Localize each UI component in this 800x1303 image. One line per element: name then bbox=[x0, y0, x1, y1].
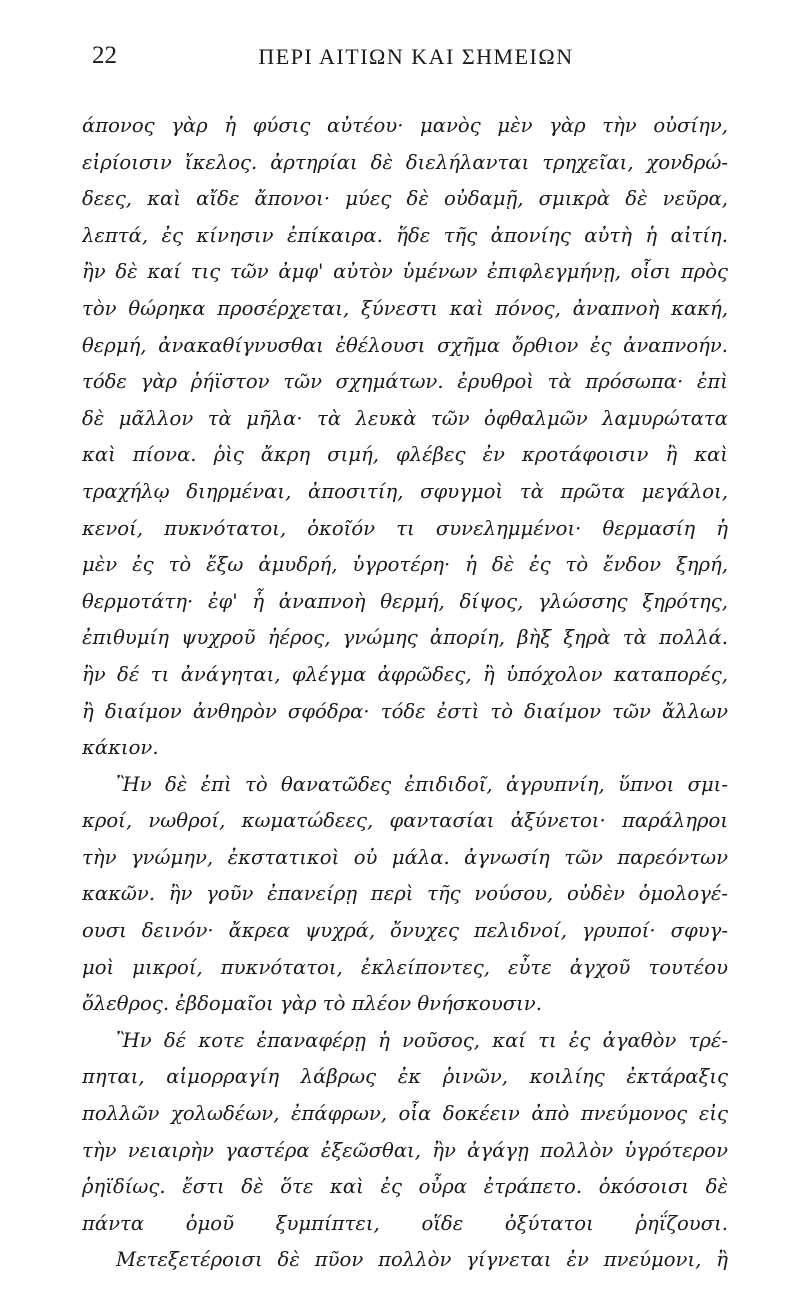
text-line: τόδε γὰρ ῥήϊστον τῶν σχημάτων. ἐρυθροὶ τὰ πρόσωπα· ἐπὶ bbox=[82, 370, 728, 394]
text-line: λεπτά, ἐς κίνησιν ἐπίκαιρα. ἥδε τῆς ἀπονίης αὐτὴ ἡ αἰτίη. bbox=[82, 223, 728, 247]
text-line: κάκιον. bbox=[82, 736, 159, 760]
text-line: Μετεξετέροισι δὲ πῦον πολλὸν γίγνεται ἐν πνεύμονι, ἢ bbox=[116, 1248, 728, 1272]
page-header bbox=[92, 20, 740, 80]
text-line: Ἢν δὲ ἐπὶ τὸ θανατῶδες ἐπιδιδοῖ, ἀγρυπνίη, ὕπνοι σμι- bbox=[116, 772, 728, 796]
text-line: κροί, νωθροί, κωματώδεες, φαντασίαι ἀξύνετοι· παράληροι bbox=[82, 809, 728, 833]
text-line: πηται, αἱμορραγίη λάβρως ἐκ ῥινῶν, κοιλίης ἐκτάραξις bbox=[82, 1065, 728, 1089]
text-line: μὲν ἐς τὸ ἔξω ἀμυδρή, ὑγροτέρη· ἡ δὲ ἐς τὸ ἔνδον ξηρή, bbox=[82, 553, 728, 577]
text-line: εἰρίοισιν ἴκελος. ἀρτηρίαι δὲ διελήλανται τρηχεῖαι, χονδρώ- bbox=[82, 150, 728, 174]
text-line: ὄλεθρος. ἐβδομαῖοι γὰρ τὸ πλέον θνήσκουσιν. bbox=[82, 992, 542, 1016]
text-line: πάντα ὁμοῦ ξυμπίπτει, οἵδε ὀξύτατοι ῥηΐζουσι. bbox=[82, 1211, 728, 1235]
text-line: δεες, καὶ αἴδε ἄπονοι· μύες δὲ οὐδαμῇ, σμικρὰ δὲ νεῦρα, bbox=[82, 187, 728, 211]
text-line: πολλῶν χολωδέων, ἐπάφρων, οἷα δοκέειν ἀπὸ πνεύμονος εἰς bbox=[82, 1102, 728, 1126]
text-line: ῥηϊδίως. ἔστι δὲ ὅτε καὶ ἐς οὖρα ἐτράπετο. ὁκόσοισι δὲ bbox=[82, 1175, 728, 1199]
text-line: θερμοτάτη· ἐφ' ἧ ἀναπνοὴ θερμή, δίψος, γλώσσης ξηρότης, bbox=[82, 589, 728, 613]
text-line: θερμή, ἀνακαθίγνυσθαι ἐθέλουσι σχῆμα ὄρθιον ἐς ἀναπνοήν. bbox=[82, 333, 728, 357]
text-line: δὲ μᾶλλον τὰ μῆλα· τὰ λευκὰ τῶν ὀφθαλμῶν λαμυρώτατα bbox=[82, 406, 728, 430]
text-line: ἢ διαίμον ἀνθηρὸν σφόδρα· τόδε ἐστὶ τὸ διαίμον τῶν ἄλλων bbox=[82, 699, 728, 723]
text-line: τὴν γνώμην, ἐκστατικοὶ οὐ μάλα. ἀγνωσίη τῶν παρεόντων bbox=[82, 845, 728, 869]
text-line: άπονος γὰρ ἡ φύσις αὐτέου· μανὸς μὲν γὰρ τὴν οὐσίην, bbox=[82, 114, 728, 137]
text-line: τὴν νειαιρὴν γαστέρα ἐξεῶσθαι, ἢν ἀγάγῃ πολλὸν ὑγρότερον bbox=[82, 1138, 728, 1162]
text-line: ουσι δεινόν· ἄκρεα ψυχρά, ὄνυχες πελιδνοί, γρυποί· σφυγ- bbox=[82, 919, 728, 943]
text-line: Ἢν δέ κοτε ἐπαναφέρῃ ἡ νοῦσος, καί τι ἐς ἀγαθὸν τρέ- bbox=[116, 1028, 728, 1052]
text-line: ἐπιθυμίη ψυχροῦ ἠέρος, γνώμης ἀπορίη, βὴξ ξηρὰ τὰ πολλά. bbox=[82, 626, 728, 650]
text-line: ἢν δέ τι ἀνάγηται, φλέγμα ἀφρῶδες, ἢ ὑπόχολον καταπορές, bbox=[82, 662, 728, 686]
page-number: 22 bbox=[92, 42, 117, 69]
body-text bbox=[82, 108, 728, 1279]
text-line: τραχήλῳ διηρμέναι, ἀποσιτίη, σφυγμοὶ τὰ πρῶτα μεγάλοι, bbox=[82, 479, 728, 503]
text-line: κενοί, πυκνότατοι, ὁκοῖόν τι συνελημμένοι· θερμασίη ἡ bbox=[82, 516, 728, 540]
text-line: καὶ πίονα. ῥὶς ἄκρη σιμή, φλέβες ἐν κροτάφοισιν ἢ καὶ bbox=[82, 443, 728, 467]
text-line: μοὶ μικροί, πυκνότατοι, ἐκλείποντες, εὖτε ἀγχοῦ τουτέου bbox=[82, 955, 728, 979]
text-line: τὸν θώρηκα προσέρχεται, ξύνεστι καὶ πόνος, ἀναπνοὴ κακή, bbox=[82, 296, 728, 320]
text-line: ἢν δὲ καί τις τῶν ἀμφ' αὐτὸν ὑμένων ἐπιφλεγμήνῃ, οἷσι πρὸς bbox=[82, 260, 728, 284]
text-line: κακῶν. ἢν γοῦν ἐπανείρῃ περὶ τῆς νούσου, οὐδὲν ὁμολογέ- bbox=[82, 882, 728, 906]
running-title: ΠΕΡΙ ΑΙΤΙΩΝ ΚΑΙ ΣΗΜΕΙΩΝ bbox=[258, 44, 574, 69]
